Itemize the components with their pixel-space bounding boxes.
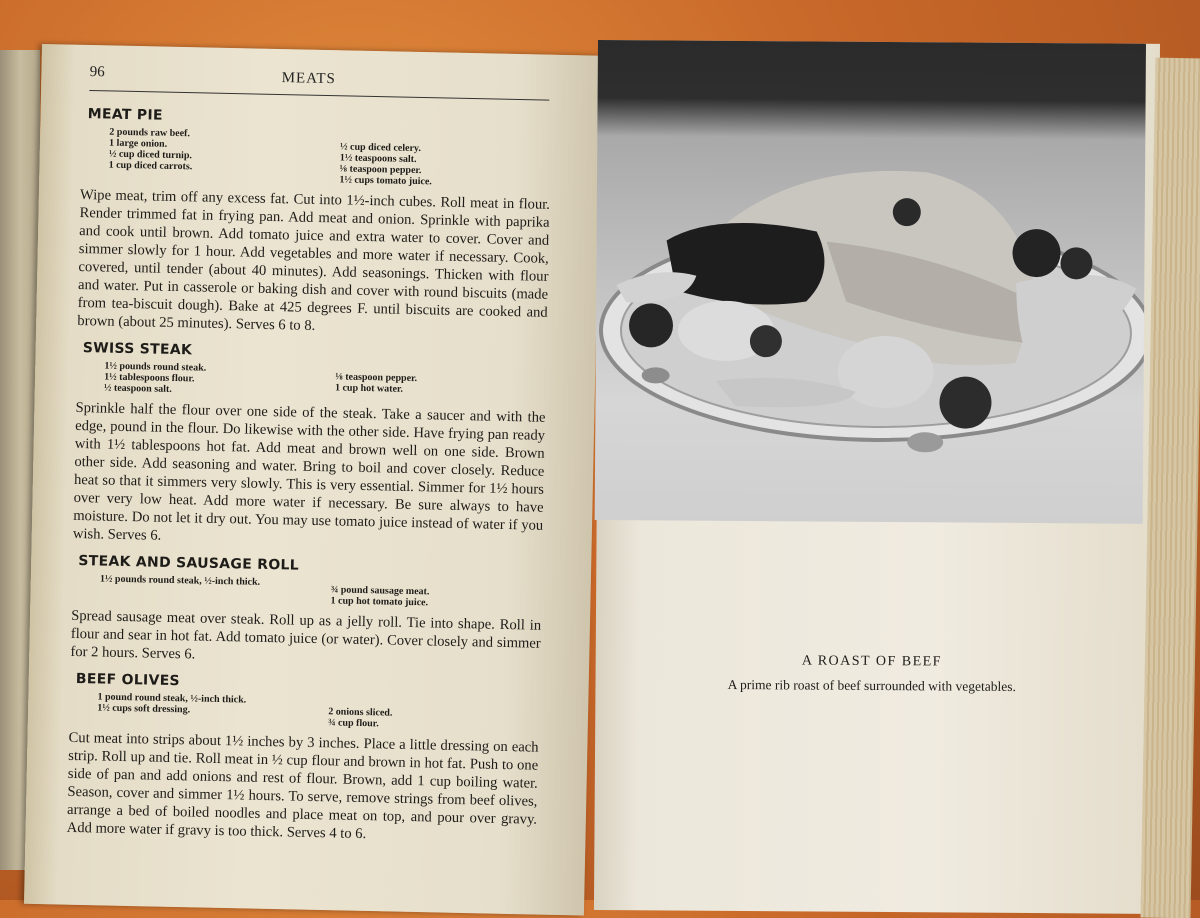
ingredients-left [97, 691, 309, 727]
roast-platter-illustration [595, 40, 1146, 524]
recipe-method: Sprinkle half the flour over one side of the steak. Take a saucer and with the edge, pound in the flour. Do likewise with the other side. Have frying pan ready with 1½ tablespoons hot fat. Add meat and brown well on one side. Brown other side. Add seasoning and water. Bring to boil and cover closely. Reduce heat so that it simmers very slowly. This is very essential. Simmer for 1½ hours over very low heat. Add more water if necessary. Be sure always to have moisture. Do not let it dry out. You may use tomato juice instead of water if you wish. Serves 6. [72, 399, 546, 544]
ingredient: 1 cup hot tomato juice. [330, 595, 429, 609]
ingredient: 1 pound round steak, ½-inch thick. [97, 691, 247, 706]
caption-title: A ROAST OF BEEF [801, 653, 943, 670]
recipe-title: MEAT PIE [87, 106, 163, 124]
page-number: 96 [89, 63, 105, 81]
ingredient: ½ cup diced celery. [339, 141, 421, 155]
ingredient-list [100, 573, 542, 610]
caption-subtitle: A prime rib roast of beef surrounded with vegetables. [727, 676, 1016, 695]
ingredient: 1½ cups soft dressing. [97, 702, 191, 716]
ingredients-left [104, 361, 316, 398]
ingredient: ⅛ teaspoon pepper. [339, 163, 422, 177]
recipe-title: STEAK AND SAUSAGE ROLL [78, 553, 300, 574]
ingredient: ¾ cup flour. [327, 717, 379, 730]
ingredient: ¾ pound sausage meat. [330, 584, 430, 598]
ingredient: 1½ teaspoons salt. [339, 152, 417, 166]
ingredient: 1 large onion. [108, 137, 168, 150]
ingredients-left [100, 573, 312, 605]
ingredients-right [330, 578, 542, 610]
recipe-method: Wipe meat, trim off any excess fat. Cut into 1½-inch cubes. Roll meat in flour. Render trimmed fat in frying pan. Add meat and onion. Sprinkle with paprika and cook until brown. Add tomato juice and extra water to cover. Cover and simmer slowly for 1 hour. Add vegetables and more water if necessary. Cook, covered, until tender (about 40 minutes). Add seasonings. Thicken with flour and water. Put in casserole or baking dish and cover with round biscuits (made from tea-biscuit dough). Bake at 425 degrees F. until biscuits are cooked and brown (about 25 minutes). Serves 6 to 8. [77, 186, 551, 334]
ingredient: 1½ cups tomato juice. [339, 174, 432, 188]
ingredient-list [97, 691, 540, 732]
recipe-method: Cut meat into strips about 1½ inches by 3 inches. Place a little dressing on each strip. Roll up and tie. Roll meat in ½ cup flour and brown in hot fat. Push to one side of pan and add onions and rest of flour. Brown, add 1 cup boiling water. Season, cover and simmer 1½ hours. To serve, remove strings from beef olives, arrange a bed of boiled noodles and place meat on top, and pour over gravy. Add more water if gravy is too thick. Serves 4 to 6. [66, 729, 539, 843]
ingredient-list [108, 127, 551, 190]
running-head: MEATS [281, 70, 337, 88]
ingredient: ⅛ teaspoon pepper. [335, 371, 418, 385]
recipe-method: Spread sausage meat over steak. Roll up as a jelly roll. Tie into shape. Roll in flour and sear in hot fat. Add tomato juice (or water). Cover closely and simmer for 2 hours. Serves 6. [70, 607, 542, 663]
ingredient: 2 pounds raw beef. [109, 126, 191, 140]
ingredient: ½ cup diced turnip. [108, 148, 193, 162]
photo-caption [598, 652, 1146, 696]
ingredients-right [339, 131, 551, 189]
ingredient: 1 cup diced carrots. [108, 159, 193, 173]
recipe-title: BEEF OLIVES [75, 671, 181, 690]
ingredients-right [335, 365, 547, 402]
ingredient-list [104, 361, 547, 403]
ingredient: 1 cup hot water. [334, 382, 404, 395]
ingredient: 1½ tablespoons flour. [104, 371, 195, 385]
ingredient: 1½ pounds round steak, ½-inch thick. [99, 573, 261, 588]
ingredient: 1½ pounds round steak. [104, 360, 207, 374]
recipe-title: SWISS STEAK [82, 340, 193, 359]
ingredients-right [328, 696, 540, 732]
ingredient: ½ teaspoon salt. [103, 382, 172, 395]
roast-beef-photo [595, 40, 1146, 524]
recipe-column [66, 100, 552, 857]
ingredients-left [108, 127, 320, 185]
ingredient: 2 onions sliced. [328, 706, 393, 719]
